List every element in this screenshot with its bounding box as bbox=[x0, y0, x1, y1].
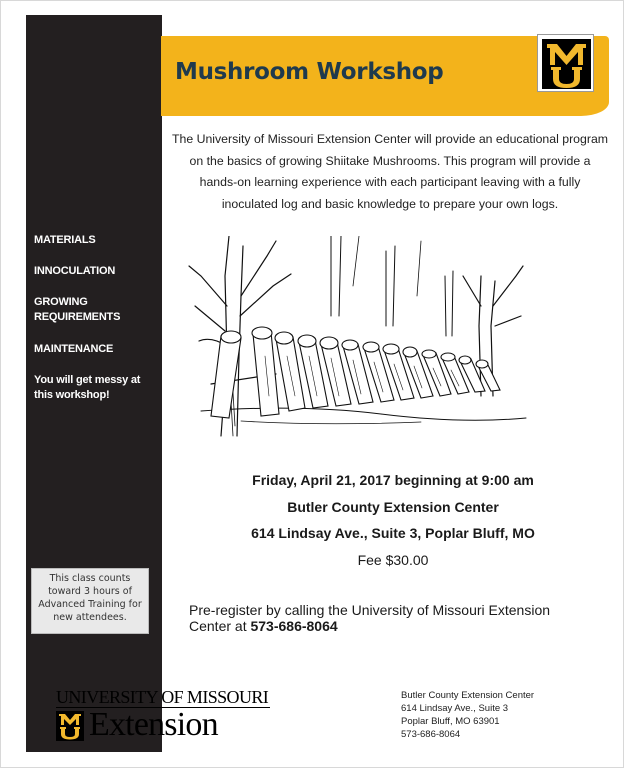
logo-extension-text: Extension bbox=[89, 706, 218, 743]
sidebar-messy-note: You will get messy at this workshop! bbox=[34, 374, 141, 401]
training-credit-box: This class counts toward 3 hours of Advanced Training for new attendees. bbox=[31, 568, 149, 634]
contact-name: Butler County Extension Center bbox=[401, 690, 535, 701]
mu-mark-icon bbox=[56, 711, 84, 741]
mu-shield-icon bbox=[538, 35, 595, 93]
event-venue: Butler County Extension Center bbox=[287, 499, 499, 515]
contact-phone: 573-686-8064 bbox=[401, 729, 461, 740]
event-address: 614 Lindsay Ave., Suite 3, Poplar Bluff, MO bbox=[251, 525, 535, 541]
sidebar-item-materials: MATERIALS bbox=[34, 234, 96, 246]
preregister-message: Pre-register by calling the University of Missouri Extension Center at bbox=[189, 602, 551, 634]
event-date: Friday, April 21, 2017 beginning at 9:00 am bbox=[252, 472, 534, 488]
contact-city: Poplar Bluff, MO 63901 bbox=[401, 716, 500, 727]
contact-street: 614 Lindsay Ave., Suite 3 bbox=[401, 703, 509, 714]
preregister-phone: 573-686-8064 bbox=[250, 618, 338, 634]
contact-block bbox=[401, 689, 534, 741]
mu-logo bbox=[537, 34, 594, 92]
event-fee: Fee $30.00 bbox=[357, 552, 429, 568]
page-title: Mushroom Workshop bbox=[175, 59, 444, 85]
sidebar-item-maintenance: MAINTENANCE bbox=[34, 343, 114, 355]
sidebar-item-innoculation: INNOCULATION bbox=[34, 265, 116, 277]
sidebar-item-growing-requirements: GROWING REQUIREMENTS bbox=[34, 296, 121, 323]
intro-paragraph: The University of Missouri Extension Center will provide an educational program on the basics of growing Shiitake Mushrooms. This program will provide a hands-on learning experience with each participant leaving with a fully inoculated log and basic knowledge to prepare your own logs. bbox=[171, 132, 609, 211]
um-extension-logo bbox=[56, 687, 291, 745]
logo-university-text: UNIVERSITY OF MISSOURI bbox=[56, 687, 269, 707]
preregister-text bbox=[189, 602, 589, 634]
log-pile-illustration bbox=[181, 236, 531, 451]
